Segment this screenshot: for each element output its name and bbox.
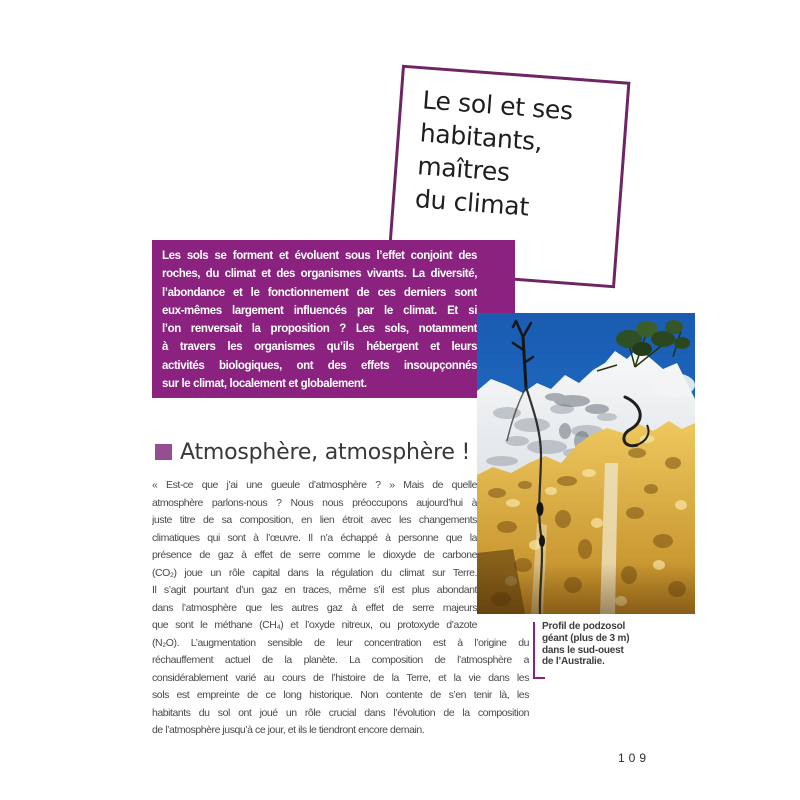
chapter-title-box: Le sol et ses habitants, maîtres du climat [387,65,631,289]
podzosol-photo [477,313,695,614]
root-knot [537,502,544,516]
section-heading: Atmosphère, atmosphère ! [180,440,471,465]
bottom-shade [477,563,695,614]
podzosol-photo-art [477,313,695,614]
intro-box: Les sols se forment et évoluent sous l’effet conjoint des roches, du climat et des organismes vivants. La diversité, l’abondance et le fonctionnement de ces derniers sont eux-mêmes largement influencés par le climat. Et si l’on renversait la proposition ? Les sols, notamment à travers les organismes qu’ils hébergent et leurs activités biologiques, ont des effets insoupçonnés sur le climat, localement et globalement. [152,240,515,398]
page-number: 109 [618,751,651,765]
root-knot [539,535,545,547]
photo-caption: Profil de podzosol géant (plus de 3 m) dans le sud-ouest de l’Australie. [542,621,630,668]
heading-square-bullet [155,444,172,460]
bright-dune [651,373,695,397]
body-paragraph: « Est-ce que j’ai une gueule d’atmosphère ? » Mais de quelle atmosphère parlons-nous ? Nous nous préoccupons aujourd’hui à juste titre de sa composition, en lien étroit avec les changements climatiques qui sont à l’œuvre. Il n’a échappé à personne que la présence de gaz à effet de serre comme le dioxyde de carbone (CO₂) joue un rôle capital dans la régulation du climat sur Terre. Il s’agit pourtant d’un gaz en traces, même s’il est plus abondant dans l’atmosphère que les autres gaz à effet de serre majeurs que sont le méthane (CH₄) et l’oxyde nitreux, ou protoxyde d’azote (N₂O). L’augmentation sensible de leur concentration est à l’origine du réchauffement actuel de la planète. La composition de l’atmosphère a considérablement varié au cours de l’histoire de la Terre, et la vie dans les sols est empreinte de ce long historique. Non contente de s’en tenir là, les habitants du sol ont joué un rôle crucial dans l’évolution de la composition de l’atmosphère jusqu’à ce jour, et ils le tiendront encore demain. [152,479,529,736]
